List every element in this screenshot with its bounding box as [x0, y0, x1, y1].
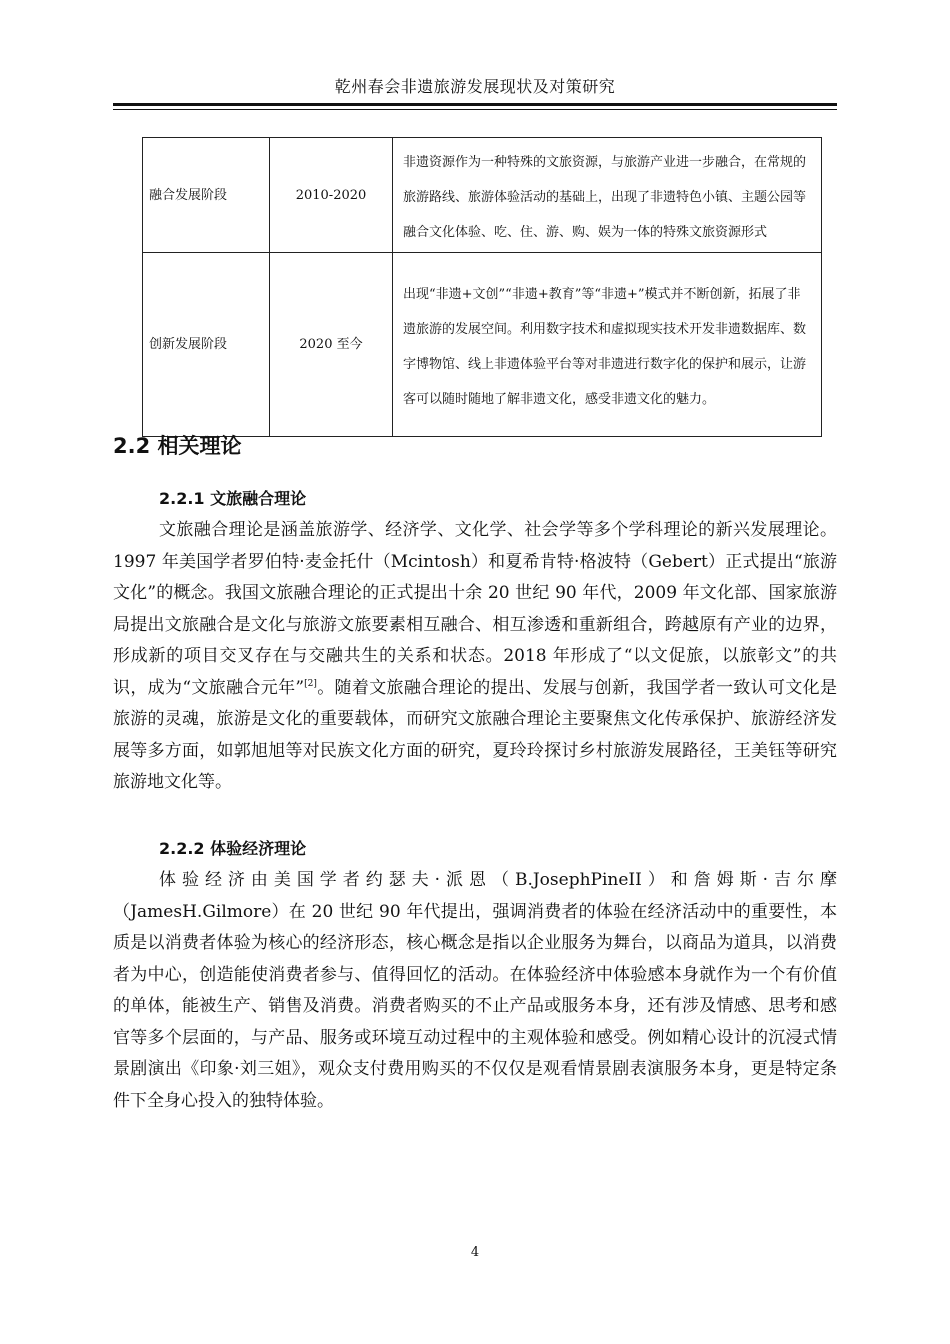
description-cell: 非遗资源作为一种特殊的文旅资源，与旅游产业进一步融合，在常规的旅游路线、旅游体验活动的基础上，出现了非遗特色小镇、主题公园等融合文化体验、吃、住、游、购、娱为一体的特殊文旅资源形式: [393, 138, 822, 253]
paragraph-experience-economy: 体验经济由美国学者约瑟夫·派恩（B.JosephPineII）和詹姆斯·吉尔摩（JamesH.Gilmore）在 20 世纪 90 年代提出，强调消费者的体验在经济活动中的重要性，本质是以消费者体验为核心的经济形态，核心概念是指以企业服务为舞台，以商品为道具，以消费者为中心，创造能使消费者参与、值得回忆的活动。在体验经济中体验感本身就作为一个有价值的单体，能被生产、销售及消费。消费者购买的不止产品或服务本身，还有涉及情感、思考和感官等多个层面的，与产品、服务或环境互动过程中的主观体验和感受。例如精心设计的沉浸式情景剧演出《印象·刘三姐》，观众支付费用购买的不仅仅是观看情景剧表演服务本身，更是特定条件下全身心投入的独特体验。: [113, 870, 837, 1111]
header-rule-thin: [113, 109, 837, 110]
description-cell: 出现“非遗+文创”“非遗+教育”等“非遗+”模式并不断创新，拓展了非遗旅游的发展空间。利用数字技术和虚拟现实技术开发非遗数据库、数字博物馆、线上非遗体验平台等对非遗进行数字化的保护和展示，让游客可以随时随地了解非遗文化，感受非遗文化的魅力。: [393, 253, 822, 437]
stage-cell: 创新发展阶段: [143, 253, 270, 437]
table-row: [143, 138, 822, 253]
years-cell: 2020 至今: [270, 253, 393, 437]
years-cell: 2010-2020: [270, 138, 393, 253]
subsection-heading-experience-economy: 2.2.2 体验经济理论: [159, 839, 307, 858]
paragraph-text: 文旅融合理论是涵盖旅游学、经济学、文化学、社会学等多个学科理论的新兴发展理论。1997 年美国学者罗伯特·麦金托什（Mcintosh）和夏希肯特·格波特（Gebert）正式提出“旅游文化”的概念。我国文旅融合理论的正式提出十余 20 世纪 90 年代，2009 年文化部、国家旅游局提出文旅融合是文化与旅游文旅要素相互融合、相互渗透和重新组合，跨越原有产业的边界，形成新的项目交叉存在与交融共生的关系和状态。2018 年形成了“以文促旅，以旅彰文”的共识，成为“文旅融合元年”: [113, 520, 837, 698]
running-header-title: 乾州春会非遗旅游发展现状及对策研究: [334, 77, 616, 96]
paragraph-text: 。随着文旅融合理论的提出、发展与创新，我国学者一致认可文化是旅游的灵魂，旅游是文化的重要载体，而研究文旅融合理论主要聚焦文化传承保护、旅游经济发展等多方面，如郭旭旭等对民族文化方面的研究，夏玲玲探讨乡村旅游发展路径，王美钰等研究旅游地文化等。: [113, 677, 837, 792]
citation-ref: [2]: [304, 678, 317, 689]
subsection-heading-cultural-tourism: 2.2.1 文旅融合理论: [159, 489, 307, 508]
page-number: 4: [470, 1245, 480, 1260]
stage-cell: 融合发展阶段: [143, 138, 270, 253]
section-heading: 2.2 相关理论: [113, 434, 242, 458]
table-row: [143, 253, 822, 437]
paragraph-cultural-tourism-theory: [113, 515, 837, 799]
development-stages-table: [142, 137, 822, 437]
header-rule-thick: [113, 103, 837, 106]
